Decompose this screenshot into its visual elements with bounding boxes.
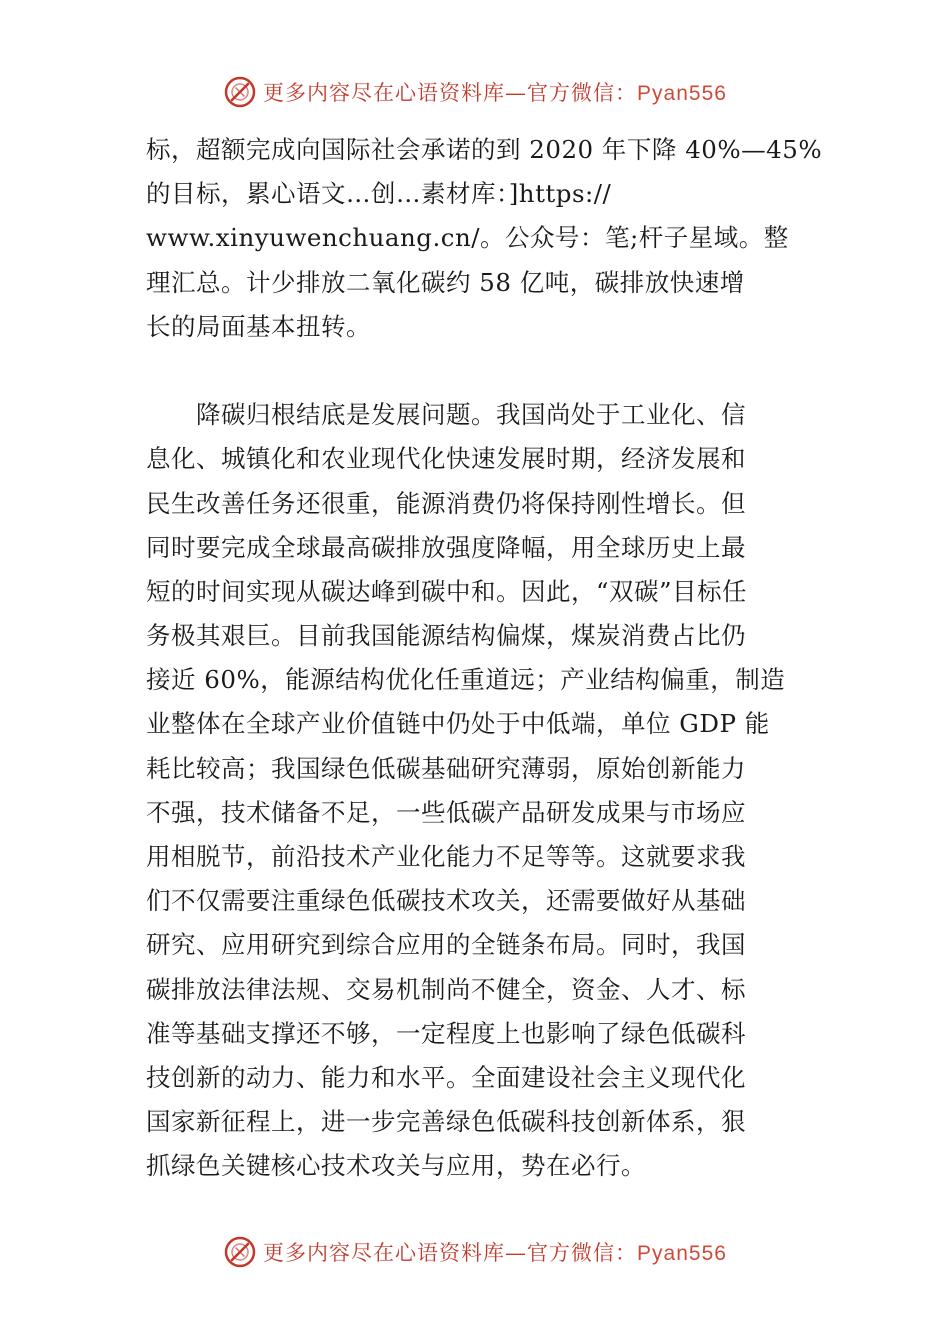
text-line: 技创新的动力、能力和水平。全面建设社会主义现代化 xyxy=(146,1062,746,1092)
text-line: 理汇总。计少排放二氧化碳约 58 亿吨，碳排放快速增 xyxy=(146,267,745,297)
paragraph-2 xyxy=(146,393,836,1188)
header-banner-label: 更多内容尽在心语资料库—官方微信： xyxy=(263,81,638,105)
text-line: 的目标，累心语文…创…素材库：]https:// xyxy=(146,179,612,209)
header-wechat-id: Pyan556 xyxy=(637,82,727,105)
text-line: 接近 60%，能源结构优化任重道远；产业结构偏重，制造 xyxy=(146,665,786,695)
text-line: 碳排放法律法规、交易机制尚不健全，资金、人才、标 xyxy=(146,974,746,1004)
text-line: 长的局面基本扭转。 xyxy=(146,311,371,341)
paragraph-gap xyxy=(146,349,836,393)
text-line: 用相脱节，前沿技术产业化能力不足等等。这就要求我 xyxy=(146,842,746,871)
text-line: 研究、应用研究到综合应用的全链条布局。同时，我国 xyxy=(146,930,746,960)
text-line: 耗比较高；我国绿色低碳基础研究薄弱，原始创新能力 xyxy=(146,753,746,783)
text-line: 民生改善任务还很重，能源消费仍将保持刚性增长。但 xyxy=(146,488,746,518)
footer-banner-label: 更多内容尽在心语资料库—官方微信： xyxy=(263,1241,638,1265)
footer-wechat-id: Pyan556 xyxy=(637,1242,727,1265)
text-line: www.xinyuwenchuang.cn/。公众号：笔;杆子星域。整 xyxy=(146,223,789,253)
logo-icon xyxy=(223,75,257,109)
text-line: 不强，技术储备不足，一些低碳产品研发成果与市场应 xyxy=(146,797,746,827)
text-line: 准等基础支撑还不够，一定程度上也影响了绿色低碳科 xyxy=(146,1018,746,1048)
header-banner xyxy=(0,72,950,112)
text-line: 国家新征程上，进一步完善绿色低碳科技创新体系，狠 xyxy=(146,1107,746,1137)
text-line: 同时要完成全球最高碳排放强度降幅，用全球历史上最 xyxy=(146,532,746,562)
document-body xyxy=(146,128,836,1189)
text-line: 务极其艰巨。目前我国能源结构偏煤，煤炭消费占比仍 xyxy=(146,621,746,651)
footer-banner-text xyxy=(263,1237,727,1267)
text-line: 短的时间实现从碳达峰到碳中和。因此，“双碳”目标任 xyxy=(146,576,748,606)
footer-banner xyxy=(0,1232,950,1272)
text-line: 标，超额完成向国际社会承诺的到 2020 年下降 40%—45% xyxy=(146,135,823,164)
text-line: 们不仅需要注重绿色低碳技术攻关，还需要做好从基础 xyxy=(146,886,746,916)
text-line: 息化、城镇化和农业现代化快速发展时期，经济发展和 xyxy=(146,444,746,474)
paragraph-1 xyxy=(146,128,836,349)
header-banner-text xyxy=(263,77,727,107)
text-line: 抓绿色关键核心技术攻关与应用，势在必行。 xyxy=(146,1151,646,1181)
text-line: 降碳归根结底是发展问题。我国尚处于工业化、信 xyxy=(146,400,746,430)
text-line: 业整体在全球产业价值链中仍处于中低端，单位 GDP 能 xyxy=(146,709,770,739)
logo-icon xyxy=(223,1235,257,1269)
